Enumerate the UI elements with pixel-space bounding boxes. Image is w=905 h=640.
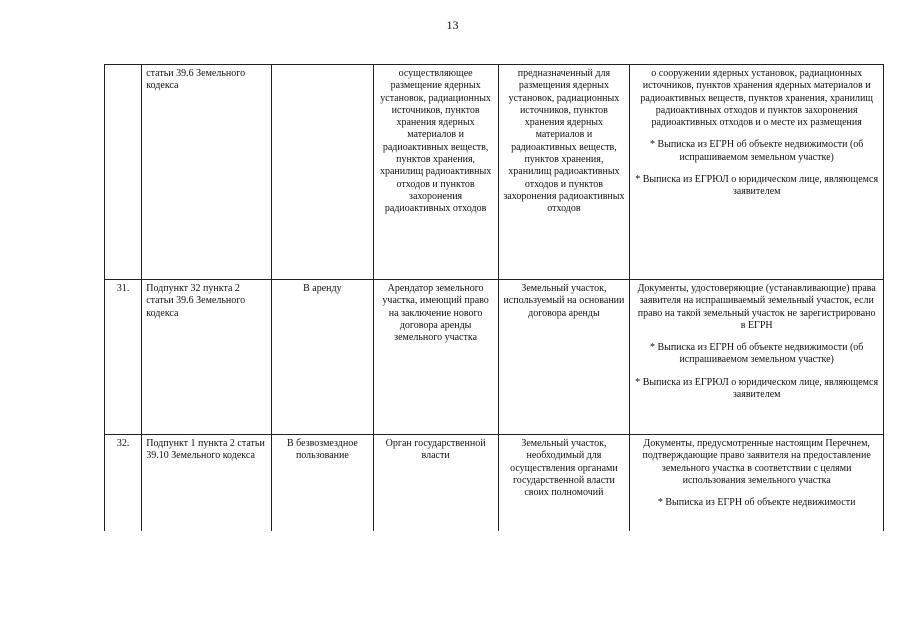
document-item: * Выписка из ЕГРН об объекте недвижимости	[657, 497, 856, 509]
row-number	[105, 65, 142, 280]
document-item: * Выписка из ЕГРЮЛ о юридическом лице, являющемся заявителем	[635, 174, 879, 198]
land-plot: Земельный участок, необходимый для осуществления органами государственной власти своих полномочий	[498, 435, 630, 532]
documents	[630, 65, 884, 280]
legal-basis: Подпункт 1 пункта 2 статьи 39.10 Земельного кодекса	[142, 435, 272, 532]
row-number: 31.	[105, 280, 142, 435]
table-row	[105, 435, 884, 532]
right-type: В аренду	[272, 280, 374, 435]
row-number: 32.	[105, 435, 142, 532]
land-plot-table	[104, 64, 884, 531]
right-type	[272, 65, 374, 280]
applicant: Арендатор земельного участка, имеющий право на заключение нового договора аренды земельного участка	[373, 280, 498, 435]
page-number: 13	[446, 18, 459, 32]
legal-basis: статьи 39.6 Земельного кодекса	[142, 65, 272, 280]
land-plot: предназначенный для размещения ядерных установок, радиационных источников, пунктов хранения ядерных материалов и радиоактивных веществ, пунктов хранения, хранилищ радиоактивных отходов и пунктов захоронения радиоактивных отходов	[498, 65, 630, 280]
documents	[630, 435, 884, 532]
table-row	[105, 65, 884, 280]
applicant: осуществляющее размещение ядерных установок, радиационных источников, пунктов хранения ядерных материалов и радиоактивных веществ, пунктов хранения, хранилищ радиоактивных отходов и пунктов захоронения радиоактивных отходов	[373, 65, 498, 280]
right-type: В безвозмездное пользование	[272, 435, 374, 532]
documents	[630, 280, 884, 435]
document-item: * Выписка из ЕГРН об объекте недвижимости (об испрашиваемом земельном участке)	[649, 342, 864, 366]
document-item: о сооружении ядерных установок, радиационных источников, пунктов хранения ядерных материалов и радиоактивных веществ, пунктов хранения, хранилищ радиоактивных отходов и пунктов захоронения радиоактивных отходов и о месте их размещения	[640, 68, 874, 129]
applicant: Орган государственной власти	[373, 435, 498, 532]
document-item: Документы, удостоверяющие (устанавливающие) права заявителя на испрашиваемый земельный участок, если право на такой земельный участок не зарегистрировано в ЕГРН	[637, 283, 876, 331]
document-item: Документы, предусмотренные настоящим Перечнем, подтверждающие право заявителя на предоставление земельного участка в соответствии с целями использования земельного участка	[642, 438, 871, 486]
legal-basis: Подпункт 32 пункта 2 статьи 39.6 Земельного кодекса	[142, 280, 272, 435]
document-item: * Выписка из ЕГРЮЛ о юридическом лице, являющемся заявителем	[635, 376, 879, 401]
document-item: * Выписка из ЕГРН об объекте недвижимости (об испрашиваемом земельном участке)	[649, 139, 864, 163]
land-plot: Земельный участок, используемый на основании договора аренды	[498, 280, 630, 435]
table-row	[105, 280, 884, 435]
